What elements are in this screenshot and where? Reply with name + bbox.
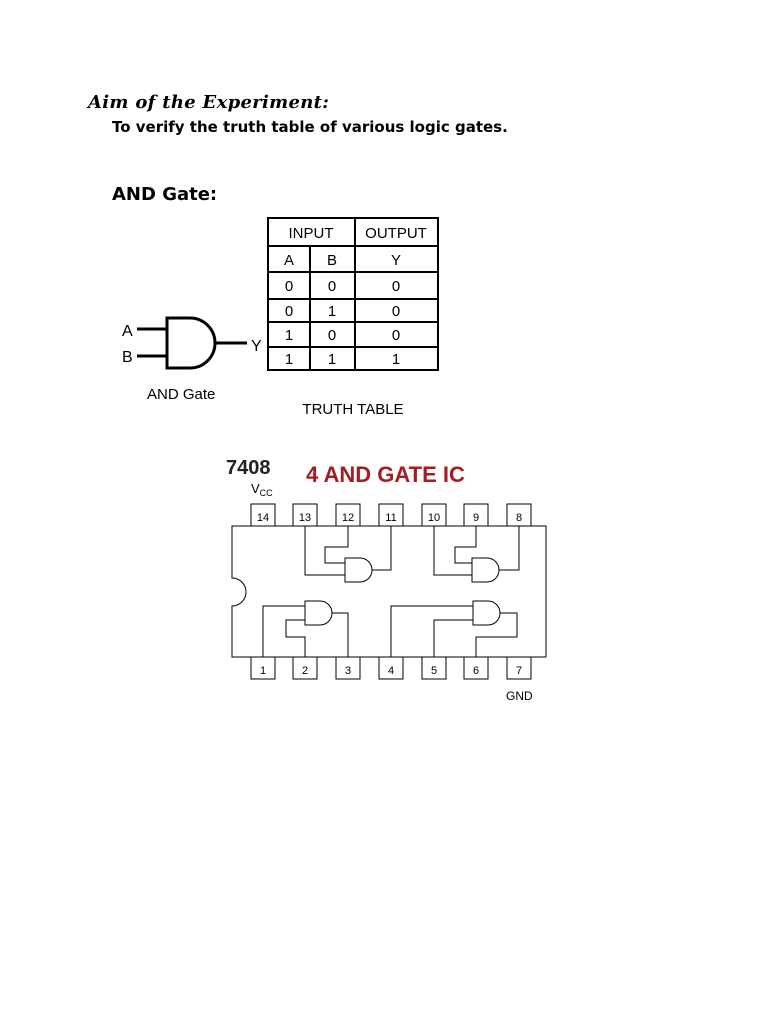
ic-pin-label: 12 (341, 512, 355, 524)
ic-pin-label: 4 (387, 665, 395, 677)
table-cell: 0 (391, 327, 401, 344)
vcc-label: $V_{CC}$ (251, 481, 273, 498)
ic-pin-label: 11 (385, 512, 397, 524)
gate-input-b-label: B (122, 349, 133, 366)
section-title: AND Gate: (112, 184, 218, 205)
ic-pin-label: 8 (515, 512, 523, 524)
table-header-output: OUTPUT (365, 225, 427, 242)
table-row (285, 278, 400, 295)
ic-internal-wiring (263, 526, 519, 657)
gate-input-a-label: A (122, 323, 133, 340)
ic-pin-label: 14 (256, 512, 270, 524)
table-cell: 0 (284, 303, 294, 320)
gnd-label: GND (506, 689, 533, 703)
and-gate-symbol (137, 318, 247, 368)
ic-pin-label: 3 (344, 665, 352, 677)
table-cell: 1 (327, 303, 337, 320)
ic-pin-label: 5 (430, 665, 438, 677)
table-col-a: A (283, 252, 295, 269)
ic-gate (345, 558, 372, 582)
table-col-y: Y (390, 252, 402, 269)
gate-caption: AND Gate (147, 386, 216, 403)
ic-pin-label: 10 (427, 512, 441, 524)
table-row (285, 351, 400, 368)
table-cell: 0 (284, 278, 294, 295)
table-caption: TRUTH TABLE (302, 401, 404, 418)
ic-part-number: 7408 (226, 457, 271, 479)
table-cell: 1 (327, 351, 337, 368)
ic-gate (305, 601, 332, 625)
ic-pin-label: 1 (259, 665, 267, 677)
ic-pin-label: 2 (301, 665, 309, 677)
table-cell: 0 (391, 303, 401, 320)
table-cell: 0 (327, 327, 337, 344)
table-cell: 0 (391, 278, 401, 295)
table-header-input: INPUT (288, 225, 334, 242)
table-cell: 1 (284, 327, 294, 344)
aim-text: To verify the truth table of various logic gates. (112, 118, 508, 136)
ic-title: 4 AND GATE IC (306, 462, 465, 487)
table-cell: 1 (284, 351, 294, 368)
table-row (285, 303, 400, 320)
ic-pin-label: 9 (472, 512, 480, 524)
and-gate-body (167, 318, 215, 368)
table-cell: 1 (391, 351, 401, 368)
ic-pin-label: 13 (298, 512, 312, 524)
aim-heading: Aim of the Experiment: (88, 92, 330, 113)
ic-pin-label: 7 (515, 665, 523, 677)
table-row (285, 327, 400, 344)
table-cell: 0 (327, 278, 337, 295)
ic-pin-label: 6 (472, 665, 480, 677)
gate-output-label: Y (251, 338, 262, 355)
ic-gate (472, 558, 499, 582)
ic-gate (473, 601, 500, 625)
table-col-b: B (326, 252, 338, 269)
